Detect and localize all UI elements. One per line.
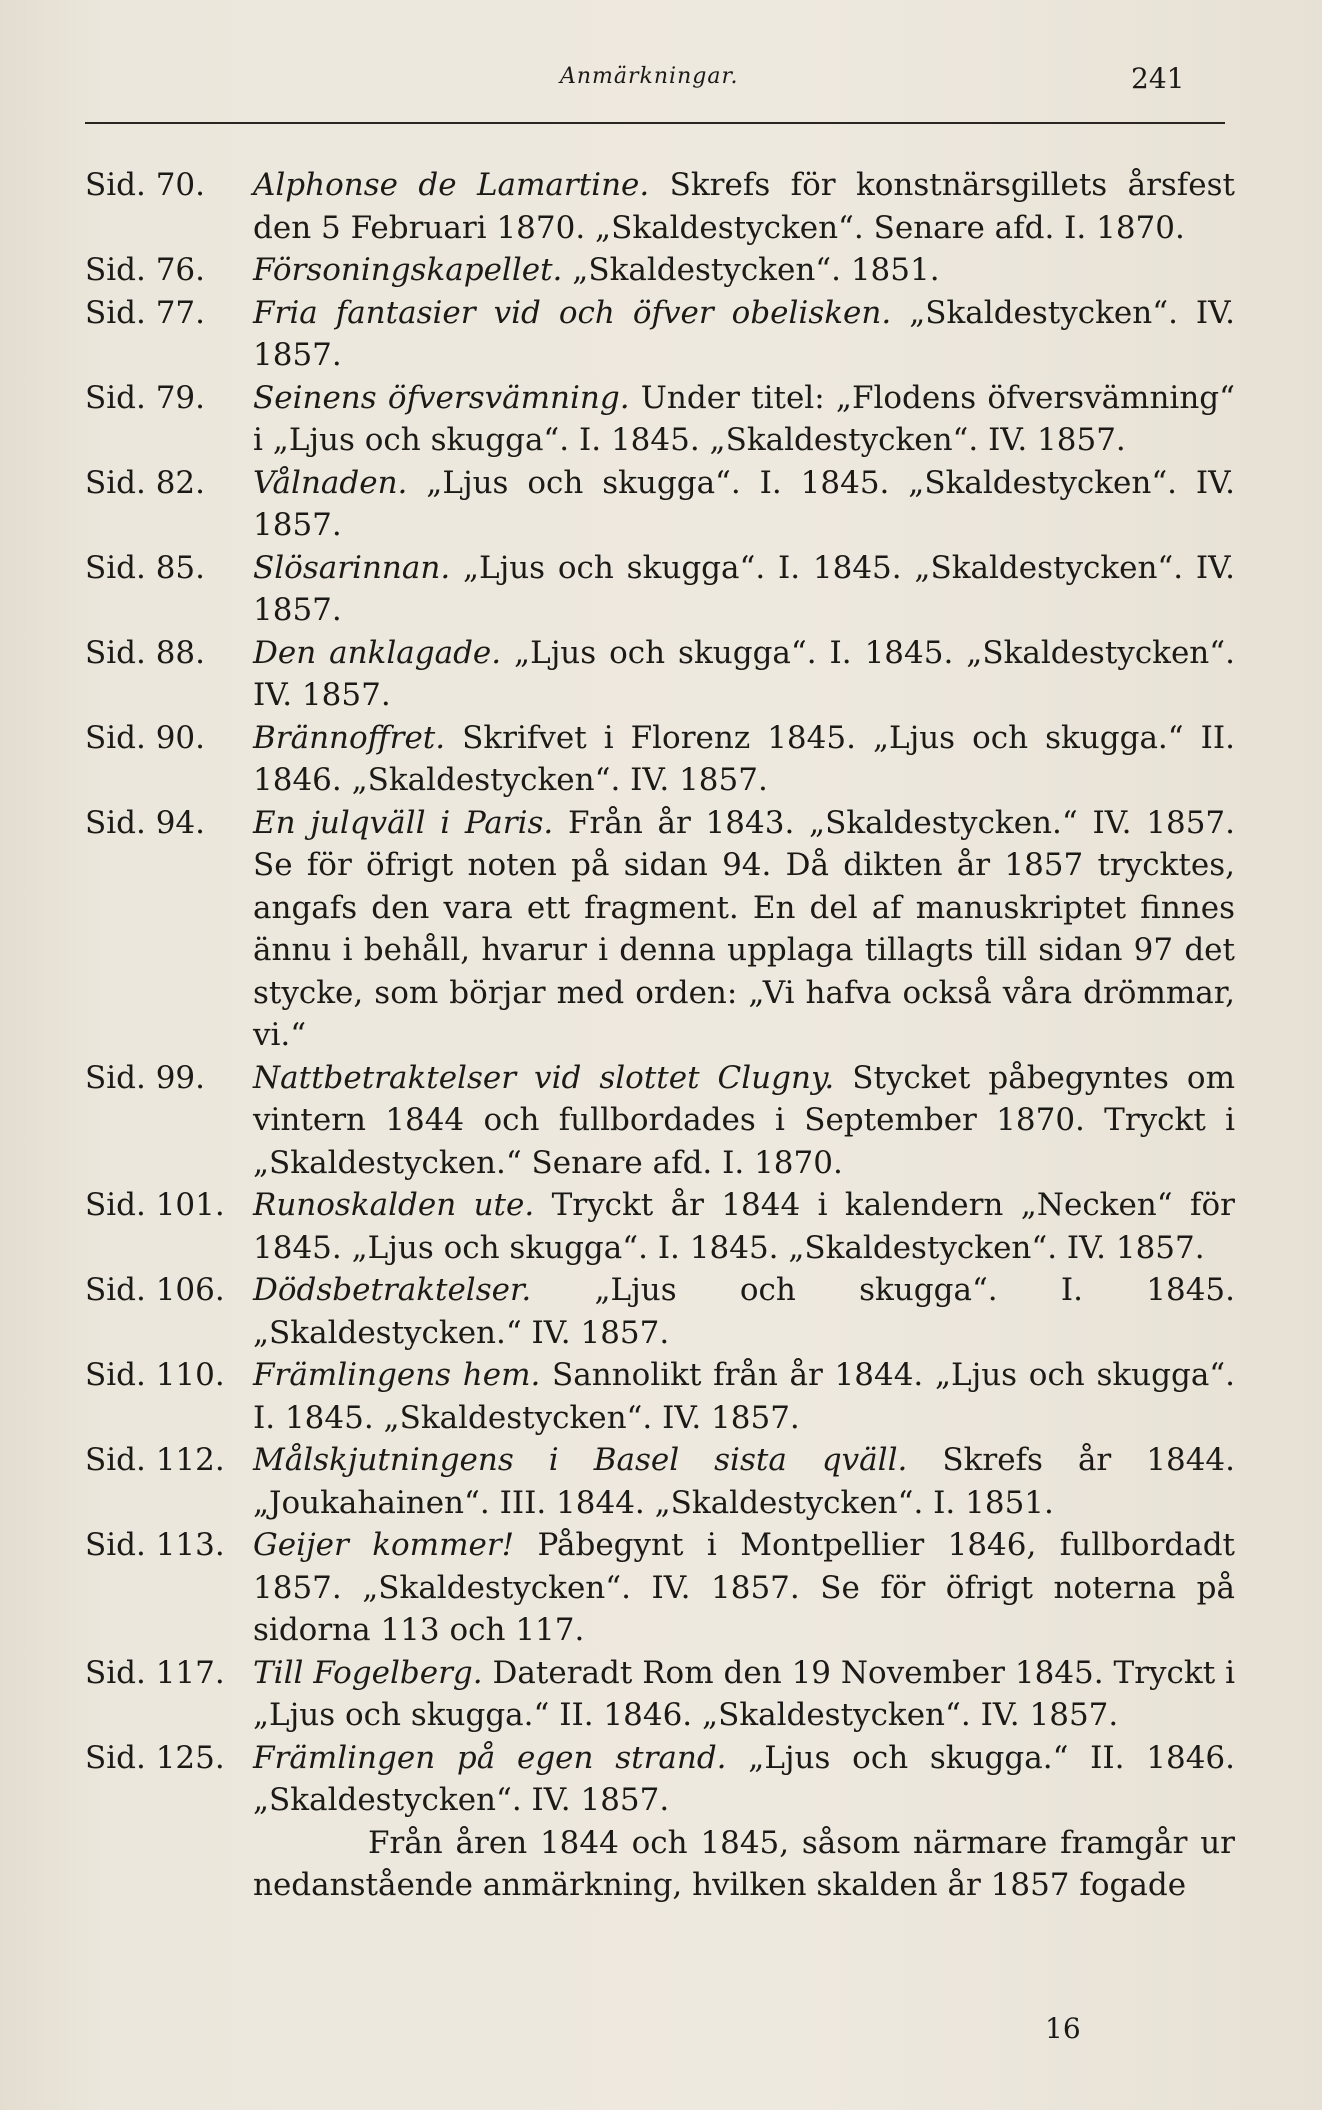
annotation-entry	[85, 632, 1235, 717]
poem-title: Runoskalden ute.	[253, 1187, 535, 1223]
page-reference: Sid. 76.	[85, 252, 206, 288]
annotation-text: Sannolikt från år 1844. „Ljus och skugga“. I. 1845. „Skaldestycken“. IV. 1857.	[253, 1357, 1235, 1436]
annotation-body	[253, 249, 1235, 292]
annotation-body	[253, 1439, 1235, 1524]
annotation-body	[253, 717, 1235, 802]
page-reference: Sid. 101.	[85, 1187, 225, 1223]
annotation-text: Skrifvet i Florenz 1845. „Ljus och skugga.“ II. 1846. „Skaldestycken“. IV. 1857.	[253, 719, 1235, 798]
page-reference: Sid. 112.	[85, 1442, 225, 1478]
annotation-body	[253, 632, 1235, 717]
annotation-entry	[85, 292, 1235, 377]
poem-title: Främlingen på egen strand.	[253, 1739, 727, 1776]
poem-title: Till Fogelberg.	[253, 1654, 483, 1691]
page-reference: Sid. 106.	[85, 1272, 225, 1308]
annotation-text: „Skaldestycken“. 1851.	[562, 252, 940, 288]
annotation-body	[253, 377, 1235, 462]
poem-title: Slösarinnan.	[253, 549, 451, 586]
annotation-entry	[85, 462, 1235, 547]
annotation-entry	[85, 377, 1235, 462]
page-reference: Sid. 77.	[85, 294, 206, 331]
page-reference: Sid. 117.	[85, 1654, 225, 1691]
poem-title: Den anklagade.	[253, 634, 502, 671]
annotation-entry	[85, 1439, 1235, 1524]
poem-title: Alphonse de Lamartine.	[253, 167, 650, 203]
page-reference: Sid. 85.	[85, 549, 206, 586]
signature-mark: 16	[1045, 2012, 1081, 2045]
poem-title: Främlingens hem.	[253, 1357, 541, 1393]
annotation-body	[253, 1524, 1235, 1652]
annotation-text: Tryckt år 1844 i kalendern „Necken“ för 1845. „Ljus och skugga“. I. 1845. „Skaldestycken“. IV. 1857.	[253, 1187, 1235, 1266]
header-rule	[85, 122, 1225, 124]
page-reference: Sid. 125.	[85, 1739, 225, 1776]
annotation-text: Påbegynt i Montpellier 1846, fullbordadt 1857. „Skaldestycken“. IV. 1857. Se för öfrigt noterna på sidorna 113 och 117.	[253, 1527, 1236, 1648]
poem-title: Nattbetraktelser vid slottet Clugny.	[253, 1059, 835, 1096]
poem-title: Seinens öfversvämning.	[253, 379, 630, 416]
annotation-body	[253, 292, 1235, 377]
annotation-entry	[85, 1737, 1235, 1822]
annotation-text: „Skaldestycken“. IV. 1857.	[253, 294, 1236, 373]
annotation-entry	[85, 1524, 1235, 1652]
annotation-text: Skrefs år 1844. „Joukahainen“. III. 1844. „Skaldestycken“. I. 1851.	[253, 1442, 1235, 1521]
annotation-text: Dateradt Rom den 19 November 1845. Tryckt i „Ljus och skugga.“ II. 1846. „Skaldestycken“. IV. 1857.	[253, 1654, 1235, 1733]
annotation-body	[253, 1354, 1235, 1439]
annotation-entry	[85, 1652, 1235, 1737]
annotation-text: Under titel: „Flodens öfversvämning“ i „Ljus och skugga“. I. 1845. „Skaldestycken“. IV. 1857.	[253, 379, 1235, 458]
annotation-text: „Ljus och skugga“. I. 1845. „Skaldestycken“. IV. 1857.	[253, 464, 1235, 543]
annotation-body	[253, 802, 1235, 1057]
page-reference: Sid. 90.	[85, 719, 206, 756]
annotation-body	[253, 164, 1235, 249]
annotation-body	[253, 1057, 1235, 1185]
annotation-text: Skrefs för konstnärsgillets årsfest den 5 Februari 1870. „Skaldestycken“. Senare afd. I. 1870.	[253, 167, 1235, 246]
annotation-text: Stycket påbegyntes om vintern 1844 och fullbordades i September 1870. Tryckt i „Skaldestycken.“ Senare afd. I. 1870.	[253, 1059, 1235, 1181]
page-reference: Sid. 113.	[85, 1527, 225, 1563]
poem-title: Målskjutningens i Basel sista qväll.	[253, 1442, 908, 1478]
poem-title: Brännoffret.	[253, 719, 446, 756]
poem-title: En julqväll i Paris.	[253, 804, 554, 841]
annotation-entry	[85, 1354, 1235, 1439]
annotation-entry	[85, 1269, 1235, 1354]
annotation-entry	[85, 547, 1235, 632]
annotation-text: „Ljus och skugga“. I. 1845. „Skaldestycken.“ IV. 1857.	[253, 1272, 1235, 1351]
page-reference: Sid. 82.	[85, 464, 206, 501]
poem-title: Dödsbetraktelser.	[253, 1272, 532, 1308]
annotation-list	[85, 164, 1235, 1907]
running-title: Anmärkningar.	[560, 64, 739, 89]
annotation-entry	[85, 802, 1235, 1057]
annotation-body	[253, 1652, 1235, 1737]
annotation-entry	[85, 1057, 1235, 1185]
page-reference: Sid. 99.	[85, 1059, 206, 1096]
annotation-body	[253, 547, 1235, 632]
poem-title: Geijer kommer!	[253, 1527, 515, 1563]
annotation-entry	[85, 164, 1235, 249]
page-reference: Sid. 88.	[85, 634, 206, 671]
page-reference: Sid. 94.	[85, 804, 206, 841]
continuation-paragraph: Från åren 1844 och 1845, såsom närmare framgår ur nedanstående anmärkning, hvilken skalden år 1857 fogade	[253, 1824, 1235, 1903]
annotation-text: „Ljus och skugga“. I. 1845. „Skaldestycken“. IV. 1857.	[253, 634, 1235, 713]
annotation-text: Från år 1843. „Skaldestycken.“ IV. 1857. Se för öfrigt noten på sidan 94. Då dikten år 1857 trycktes, angafs den vara ett fragment. En del af manuskriptet finnes ännu i behåll, hvarur i denna upplaga tillagts till sidan 97 det stycke, som börjar med orden: „Vi hafva också våra drömmar, vi.“	[253, 804, 1235, 1053]
poem-title: Fria fantasier vid och öfver obelisken.	[253, 294, 892, 331]
annotation-entry	[85, 249, 1235, 292]
annotation-text: „Ljus och skugga“. I. 1845. „Skaldestycken“. IV. 1857.	[253, 549, 1235, 628]
poem-title: Vålnaden.	[253, 464, 408, 501]
annotation-body	[253, 462, 1235, 547]
poem-title: Försoningskapellet.	[253, 252, 563, 288]
page-reference: Sid. 110.	[85, 1357, 225, 1393]
annotation-text: „Ljus och skugga.“ II. 1846. „Skaldestycken“. IV. 1857.	[253, 1739, 1236, 1818]
annotation-entry	[85, 1184, 1235, 1269]
annotation-body	[253, 1269, 1235, 1354]
annotation-entry	[85, 717, 1235, 802]
annotation-body	[253, 1737, 1235, 1822]
page-number: 241	[1131, 62, 1185, 95]
page-reference: Sid. 70.	[85, 167, 206, 203]
annotation-body	[253, 1184, 1235, 1269]
page-reference: Sid. 79.	[85, 379, 206, 416]
